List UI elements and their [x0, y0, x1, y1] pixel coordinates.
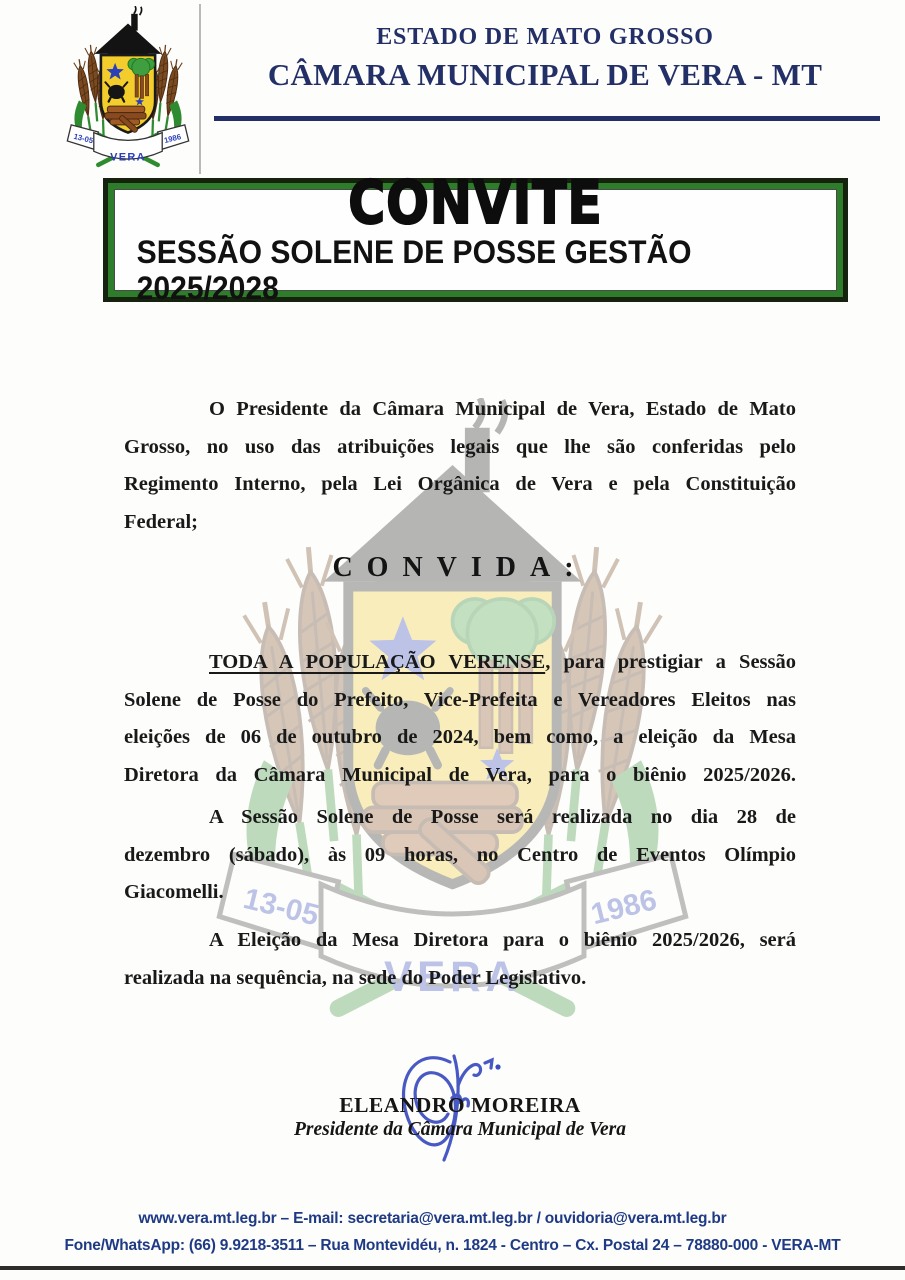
footer-web-email: www.vera.mt.leg.br – E-mail: secretaria@vera.mt.leg.br / ouvidoria@vera.mt.leg.br: [138, 1210, 727, 1227]
signatory-role: Presidente da Câmara Municipal de Vera: [293, 1119, 627, 1140]
text-line: Diretora da Câmara Municipal de Vera, para o biênio 2025/2026.: [124, 763, 796, 786]
text-line: dezembro (sábado), às 09 horas, no Centro de Eventos Olímpio: [124, 843, 796, 866]
footer-contact-block: [0, 1210, 905, 1255]
letterhead: [205, 24, 885, 93]
text-line: Regimento Interno, pela Lei Orgânica de Vera e pela Constituição: [124, 473, 796, 495]
banner-title: CONVITE: [348, 168, 603, 238]
text-line: [124, 644, 796, 682]
organization-title: CÂMARA MUNICIPAL DE VERA - MT: [267, 57, 823, 92]
text-line: Federal;: [124, 510, 198, 533]
text-line: Grosso, no uso das atribuições legais que lhe são conferidas pelo: [124, 435, 796, 458]
header-rule: [214, 116, 880, 121]
text-line: A Sessão Solene de Posse será realizada no dia 28 de: [209, 806, 796, 828]
convida-heading: CONVIDA:: [332, 552, 588, 583]
text-line: Solene de Posse do Prefeito, Vice-Prefeita e Vereadores Eleitos nas: [124, 688, 796, 711]
text-line: eleições de 06 de outubro de 2024, bem como, a eleição da Mesa: [124, 726, 796, 748]
paragraph-board-election: [124, 922, 796, 997]
signatory-name: ELEANDRO MOREIRA: [339, 1093, 581, 1117]
state-title: ESTADO DE MATO GROSSO: [376, 24, 714, 50]
municipal-coat-of-arms-logo: [57, 6, 199, 174]
text-line: O Presidente da Câmara Municipal de Vera, Estado de Mato: [209, 398, 796, 420]
invitation-banner-inner: [114, 168, 837, 306]
text-line: Giacomelli.: [124, 881, 224, 903]
paragraph-invitees: [124, 644, 796, 794]
paragraph-preamble: [124, 391, 796, 541]
underlined-phrase: TODA A POPULAÇÃO VERENSE: [209, 651, 546, 673]
invitation-banner-box: [103, 168, 848, 306]
bottom-scan-edge-rule: [0, 1266, 905, 1270]
text-line: realizada na sequência, na sede do Poder Legislativo.: [124, 966, 587, 989]
footer-phone-address: Fone/WhatsApp: (66) 9.9218-3511 – Rua Montevidéu, n. 1824 - Centro – Cx. Postal 24 – 78880-000 - VERA-MT: [64, 1237, 841, 1254]
text-span: , para prestigiar a Sessão: [545, 651, 797, 673]
header-vertical-divider: [199, 4, 201, 174]
text-line: A Eleição da Mesa Diretora para o biênio 2025/2026, será: [209, 929, 796, 951]
paragraph-event-details: [124, 799, 796, 912]
banner-subtitle: SESSÃO SOLENE DE POSSE GESTÃO 2025/2028: [136, 234, 692, 306]
